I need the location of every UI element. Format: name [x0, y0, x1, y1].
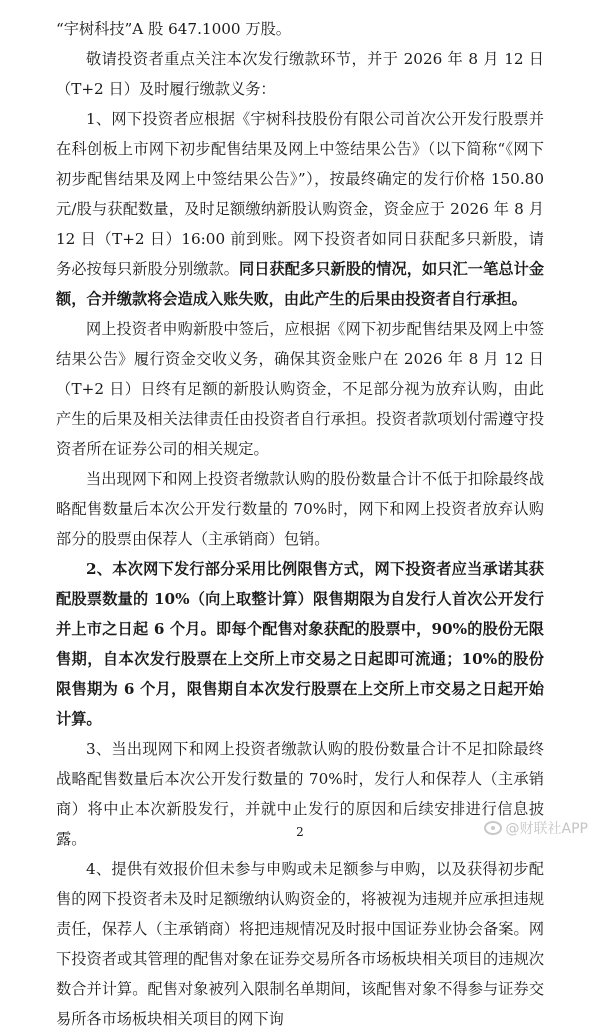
text-run: “宇树科技”A 股 647.1000 万股。	[56, 20, 291, 38]
bold-text-run: 同日获配多只新股的情况，如只汇一笔总计金额，合并缴款将会造成入账失败，由此产生的后果由投资者自行承担。	[56, 260, 545, 308]
text-run: 3、当出现网下和网上投资者缴款认购的股份数量合计不足扣除最终战略配售数量后本次公开发行数量的 70%时，发行人和保荐人（主承销商）将中止本次新股发行，并就中止发行的原因和后续安排进行信息披露。	[56, 740, 544, 848]
text-run: 敬请投资者重点关注本次发行缴款环节，并于 2026 年 8 月 12 日（T+2 日）及时履行缴款义务：	[56, 50, 544, 98]
text-run: 当出现网下和网上投资者缴款认购的股份数量合计不低于扣除最终战略配售数量后本次公开发行数量的 70%时，网下和网上投资者放弃认购部分的股票由保荐人（主承销商）包销。	[56, 470, 544, 548]
paragraph	[56, 464, 544, 554]
paragraph	[56, 104, 544, 314]
paragraph	[56, 854, 544, 1034]
text-run: 1、网下投资者应根据《宇树科技股份有限公司首次公开发行股票并在科创板上市网下初步配售结果及网上中签结果公告》（以下简称“《网下初步配售结果及网上中签结果公告》”），按最终确定的发行价格 150.80 元/股与获配数量，及时足额缴纳新股认购资金，资金应于 2026 年 8 月 12 日（T+2 日）16:00 前到账。网下投资者如同日获配多只新股，请务必按每只新股分别缴款。	[56, 110, 544, 278]
text-run: 4、提供有效报价但未参与申购或未足额参与申购，以及获得初步配售的网下投资者未及时足额缴纳认购资金的，将被视为违规并应承担违规责任，保荐人（主承销商）将把违规情况及时报中国证券业协会备案。网下投资者或其管理的配售对象在证券交易所各市场板块相关项目的违规次数合并计算。配售对象被列入限制名单期间，该配售对象不得参与证券交易所各市场板块相关项目的网下询	[56, 860, 544, 1028]
weibo-icon	[484, 821, 502, 835]
document-body	[56, 14, 544, 1034]
paragraph	[56, 44, 544, 104]
watermark-text: @财联社APP	[505, 821, 588, 837]
paragraph	[56, 314, 544, 464]
paragraph	[56, 14, 544, 44]
paragraph	[56, 554, 544, 734]
text-run: 网上投资者申购新股中签后，应根据《网下初步配售结果及网上中签结果公告》履行资金交收义务，确保其资金账户在 2026 年 8 月 12 日（T+2 日）日终有足额的新股认购资金，不足部分视为放弃认购，由此产生的后果及相关法律责任由投资者自行承担。投资者款项划付需遵守投资者所在证券公司的相关规定。	[56, 320, 544, 458]
watermark	[484, 818, 588, 838]
page-number: 2	[296, 825, 304, 839]
bold-text-run: 2、本次网下发行部分采用比例限售方式，网下投资者应当承诺其获配股票数量的 10%（向上取整计算）限售期限为自发行人首次公开发行并上市之日起 6 个月。即每个配售对象获配的股票中，90%的股份无限售期，自本次发行股票在上交所上市交易之日起即可流通；10%的股份限售期为 6 个月，限售期自本次发行股票在上交所上市交易之日起开始计算。	[56, 560, 544, 728]
